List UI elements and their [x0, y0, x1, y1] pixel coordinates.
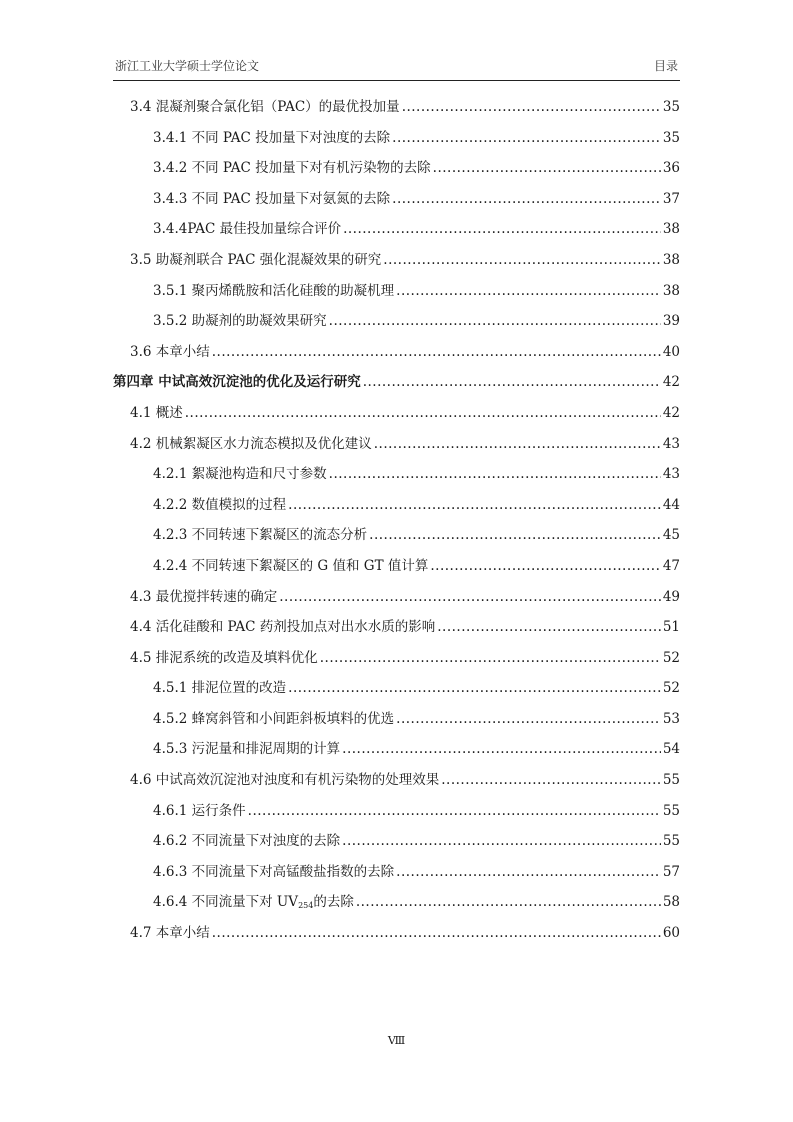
toc-leader-dots [212, 337, 661, 368]
toc-entry-page: 35 [662, 129, 680, 146]
running-header-title: 浙江工业大学硕士学位论文 [115, 59, 260, 73]
toc-entry-title [153, 276, 394, 307]
toc-entry-page: 39 [662, 313, 680, 330]
toc-entry-page: 60 [662, 925, 680, 942]
header-divider [113, 80, 680, 81]
toc-leader-dots [437, 612, 661, 643]
toc-entry[interactable] [113, 796, 680, 827]
toc-entry-title-text: 3.5.2 助凝剂的助凝效果研究 [153, 313, 327, 330]
running-header-section: 目录 [653, 59, 678, 73]
toc-entry-title-suffix: 的去除 [313, 894, 354, 911]
toc-entry-title [130, 918, 210, 949]
toc-entry[interactable] [113, 826, 680, 857]
toc-entry-title-text: 4.2.2 数值模拟的过程 [153, 496, 287, 513]
toc-leader-dots [396, 276, 661, 307]
toc-entry[interactable] [113, 612, 680, 643]
toc-entry-title [113, 367, 361, 398]
toc-leader-dots [392, 123, 661, 154]
toc-entry-title-text: 4.6 中试高效沉淀池对浊度和有机污染物的处理效果 [130, 772, 440, 789]
toc-leader-dots [185, 398, 661, 429]
toc-entry[interactable] [113, 153, 680, 184]
toc-leader-dots [383, 245, 661, 276]
toc-entry-title-text: 3.4.2 不同 PAC 投加量下对有机污染物的去除 [153, 160, 431, 177]
toc-entry[interactable] [113, 643, 680, 674]
toc-entry-title-text: 4.1 概述 [130, 404, 183, 421]
toc-leader-dots [441, 765, 661, 796]
toc-entry-page: 42 [662, 404, 680, 421]
toc-entry-title [130, 429, 372, 460]
toc-entry[interactable] [113, 337, 680, 368]
toc-entry-title [153, 673, 286, 704]
toc-entry-title-text: 3.5.1 聚丙烯酰胺和活化硅酸的助凝机理 [153, 282, 395, 299]
toc-entry[interactable] [113, 582, 680, 613]
toc-entry-title [153, 796, 246, 827]
toc-entry[interactable] [113, 306, 680, 337]
toc-entry-title-text: 3.4.3 不同 PAC 投加量下对氨氮的去除 [153, 190, 391, 207]
toc-entry-title [153, 123, 390, 154]
toc-entry-title [153, 520, 367, 551]
toc-entry-title [153, 214, 341, 245]
toc-entry-title-text: 第四章 中试高效沉淀池的优化及运行研究 [113, 374, 361, 391]
toc-entry[interactable] [113, 459, 680, 490]
toc-entry-page: 44 [662, 496, 680, 513]
toc-entry-page: 37 [662, 190, 680, 207]
toc-leader-dots [392, 184, 661, 215]
toc-entry-page: 57 [662, 863, 680, 880]
toc-entry-title [130, 612, 435, 643]
toc-entry-title-text: 3.4 混凝剂聚合氯化铝（PAC）的最优投加量 [130, 99, 400, 115]
toc-entry-title [130, 582, 277, 613]
toc-entry-title [130, 245, 381, 276]
toc-leader-dots [356, 887, 661, 918]
toc-entry-title-text: 4.2.1 絮凝池构造和尺寸参数 [153, 466, 327, 483]
toc-leader-dots [248, 796, 661, 827]
toc-entry[interactable] [113, 704, 680, 735]
toc-entry-title [130, 643, 318, 674]
toc-entry-title [153, 826, 340, 857]
toc-leader-dots [212, 918, 661, 949]
toc-entry-page: 43 [662, 435, 680, 452]
toc-entry-title-text: 4.5.3 污泥量和排泥周期的计算 [153, 741, 341, 758]
toc-entry-title [130, 337, 210, 368]
toc-entry-page: 36 [662, 160, 680, 177]
toc-leader-dots [396, 704, 661, 735]
toc-entry-title-text: 4.5 排泥系统的改造及填料优化 [130, 649, 318, 666]
toc-leader-dots [396, 857, 661, 888]
toc-entry-page: 54 [662, 741, 680, 758]
toc-entry[interactable] [113, 245, 680, 276]
toc-entry-title [130, 765, 439, 796]
toc-entry-title [153, 887, 354, 920]
toc-entry-title-text: 4.6.4 不同流量下对 UV [153, 894, 299, 911]
toc-entry-page: 58 [662, 894, 680, 911]
toc-entry-title-text: 4.3 最优搅拌转速的确定 [130, 588, 278, 605]
toc-entry[interactable] [113, 520, 680, 551]
toc-entry-page: 45 [662, 527, 680, 544]
toc-entry-page: 35 [662, 99, 680, 115]
toc-entry-page: 55 [662, 802, 680, 819]
toc-entry[interactable] [113, 184, 680, 215]
toc-entry-title [153, 459, 327, 490]
toc-entry-title [153, 184, 390, 215]
toc-leader-dots [343, 214, 661, 245]
toc-entry[interactable] [113, 398, 680, 429]
toc-leader-dots [402, 92, 661, 123]
toc-entry-page: 38 [662, 282, 680, 299]
toc-entry-title [153, 551, 428, 582]
toc-entry[interactable] [113, 490, 680, 521]
toc-leader-dots [342, 734, 661, 765]
toc-entry-title [130, 92, 400, 123]
toc-entry-title-text: 4.6.2 不同流量下对浊度的去除 [153, 833, 341, 850]
toc-entry-page: 43 [662, 466, 680, 483]
toc-entry-title-text: 3.5 助凝剂联合 PAC 强化混凝效果的研究 [130, 251, 382, 268]
toc-entry-title-text: 4.2.4 不同转速下絮凝区的 G 值和 GT 值计算 [153, 557, 429, 574]
toc-entry-title [130, 398, 183, 429]
toc-entry-title [153, 704, 394, 735]
toc-leader-dots [430, 551, 660, 582]
toc-leader-dots [369, 520, 661, 551]
toc-entry-title-subscript: 254 [298, 901, 314, 911]
toc-entry-page: 42 [662, 374, 680, 391]
toc-entry-page: 40 [662, 343, 680, 360]
toc-leader-dots [288, 673, 661, 704]
toc-entry[interactable] [113, 734, 680, 765]
toc-entry-title-text: 4.2 机械絮凝区水力流态模拟及优化建议 [130, 435, 372, 452]
toc-entry[interactable] [113, 429, 680, 460]
toc-entry-title [153, 734, 340, 765]
toc-entry-title-text: 4.6.3 不同流量下对高锰酸盐指数的去除 [153, 863, 395, 880]
toc-leader-dots [329, 459, 661, 490]
toc-entry[interactable] [113, 123, 680, 154]
toc-entry-title-text: 4.2.3 不同转速下絮凝区的流态分析 [153, 527, 368, 544]
toc-entry-page: 38 [662, 251, 680, 268]
toc-entry-page: 38 [662, 221, 680, 238]
toc-leader-dots [433, 153, 661, 184]
toc-entry-title-text: 3.4.4PAC 最佳投加量综合评价 [153, 221, 342, 238]
toc-entry-title [153, 490, 286, 521]
toc-leader-dots [329, 306, 661, 337]
toc-entry[interactable] [113, 887, 680, 918]
toc-entry-page: 47 [662, 557, 680, 574]
toc-entry[interactable] [113, 673, 680, 704]
page-number: Ⅷ [387, 1034, 406, 1047]
toc-entry-title [153, 857, 394, 888]
toc-entry-page: 52 [662, 649, 680, 666]
toc-entry[interactable] [113, 92, 680, 123]
toc-entry[interactable] [113, 551, 680, 582]
toc-entry-page: 49 [662, 588, 680, 605]
toc-leader-dots [374, 429, 661, 460]
toc-entry[interactable] [113, 367, 680, 398]
toc-entry[interactable] [113, 857, 680, 888]
toc-leader-dots [320, 643, 661, 674]
toc-entry-title-text: 4.5.1 排泥位置的改造 [153, 680, 287, 697]
toc-entry-page: 55 [662, 833, 680, 850]
toc-entry[interactable] [113, 765, 680, 796]
toc-leader-dots [342, 826, 661, 857]
toc-leader-dots [288, 490, 661, 521]
toc-entry-title-text: 4.6.1 运行条件 [153, 802, 246, 819]
toc-entry-page: 51 [662, 619, 680, 636]
toc-entry-title [153, 306, 327, 337]
toc-entry-title-text: 4.7 本章小结 [130, 925, 210, 942]
toc-entry[interactable] [113, 918, 680, 949]
toc-entry-page: 53 [662, 710, 680, 727]
toc-entry-title-text: 3.6 本章小结 [130, 343, 210, 360]
toc-entry-page: 55 [662, 772, 680, 789]
toc-entry-title-text: 4.5.2 蜂窝斜管和小间距斜板填料的优选 [153, 710, 395, 727]
toc-entry[interactable] [113, 276, 680, 307]
toc-entry-title [153, 153, 431, 184]
toc-entry-page: 52 [662, 680, 680, 697]
toc-entry[interactable] [113, 214, 680, 245]
toc-leader-dots [279, 582, 661, 613]
toc-entry-title-text: 3.4.1 不同 PAC 投加量下对浊度的去除 [153, 129, 391, 146]
toc-leader-dots [363, 367, 661, 398]
table-of-contents [113, 92, 680, 949]
toc-entry-title-text: 4.4 活化硅酸和 PAC 药剂投加点对出水水质的影响 [130, 619, 436, 636]
